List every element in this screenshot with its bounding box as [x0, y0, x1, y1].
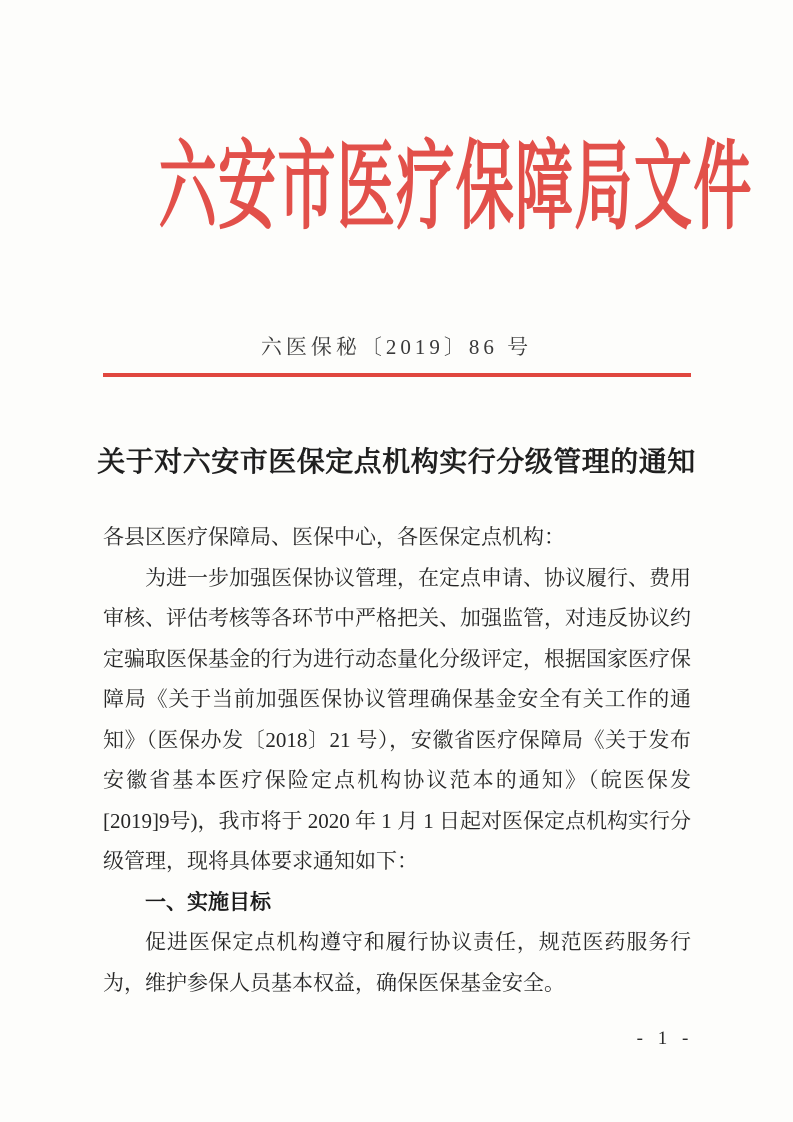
red-separator-line — [103, 373, 691, 377]
document-number: 六医保秘〔2019〕86 号 — [260, 335, 533, 359]
body-paragraph: 为进一步加强医保协议管理，在定点申请、协议履行、费用审核、评估考核等各环节中严格把关、加强监管，对违反协议约定骗取医保基金的行为进行动态量化分级评定，根据国家医疗保障局《关于当前加强医保协议管理确保基金安全有关工作的通知》（医保办发〔2018〕21 号），安徽省医疗保障局《关于发布安徽省基本医疗保险定点机构协议范本的通知》（皖医保发[2019]9号)，我市将于 2020 年 1 月 1 日起对医保定点机构实行分级管理，现将具体要求通知如下： — [103, 565, 691, 873]
body-paragraph: 促进医保定点机构遵守和履行协议责任，规范医药服务行为，维护参保人员基本权益，确保医保基金安全。 — [103, 930, 691, 995]
salutation-line: 各县区医疗保障局、医保中心，各医保定点机构： — [103, 525, 565, 549]
section-heading: 一、实施目标 — [145, 889, 271, 914]
page-number: - 1 - — [636, 1028, 694, 1049]
agency-banner-title: 六安市医疗保障局文件 — [158, 134, 753, 241]
document-title: 关于对六安市医保定点机构实行分级管理的通知 — [97, 447, 696, 478]
document-body — [103, 517, 691, 1003]
